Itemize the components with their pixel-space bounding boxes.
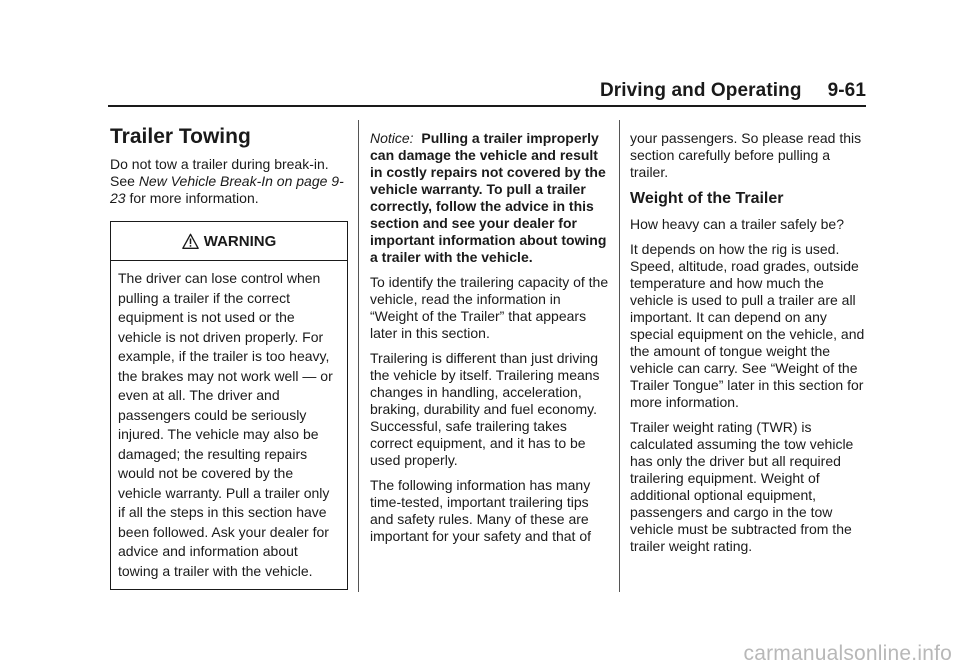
column-divider (358, 120, 359, 592)
page-header (600, 80, 866, 102)
watermark: carmanualsonline.info (743, 642, 952, 665)
paragraph: your passengers. So please read this section carefully before pulling a trailer. (630, 130, 862, 180)
paragraph: The following information has many time-tested, important trailering tips and safety rules. Many of these are important for your safety and that of (370, 477, 592, 544)
section-title: Trailer Towing (110, 125, 251, 148)
paragraph: To identify the trailering capacity of the vehicle, read the information in “Weight of the Trailer” that appears later in this section. (370, 274, 609, 341)
paragraph: Trailer weight rating (TWR) is calculated assuming the tow vehicle has only the driver but all required trailering equipment. Weight of additional optional equipment, passengers and cargo in the tow vehicle must be subtracted from the trailer weight rating. (630, 419, 854, 554)
page-number: 9-61 (827, 80, 866, 101)
header-rule (108, 105, 866, 107)
column-3 (630, 130, 870, 563)
warning-text: The driver can lose control when pulling a trailer if the correct equipment is not used or the vehicle is not driven properly. For example, if the trailer is too heavy, the brakes may not work well — or even at all. The driver and passengers could be seriously injured. The vehicle may also be damaged; the resulting repairs would not be covered by the vehicle warranty. Pull a trailer only if all the steps in this section have been followed. Ask your dealer for advice and information about towing a trailer with the vehicle. (118, 270, 333, 579)
warning-label: WARNING (203, 232, 277, 250)
paragraph: Trailering is different than just driving the vehicle by itself. Trailering means changes in handling, acceleration, braking, durability and fuel economy. Successful, safe trailering takes correct equipment, and it has to be used properly. (370, 350, 600, 468)
header-section-title: Driving and Operating (599, 80, 802, 101)
subsection-title: Weight of the Trailer (630, 190, 784, 207)
column-divider (619, 120, 620, 592)
cross-reference-link[interactable]: New Vehicle Break-In on page 9-23 (110, 173, 344, 206)
notice-label: Notice: (370, 130, 414, 146)
notice-text: Pulling a trailer improperly can damage the vehicle and result in costly repairs not covered by the vehicle warranty. To pull a trailer correctly, follow the advice in this section and see your dealer for important information about towing a trailer with the vehicle. (370, 130, 607, 265)
notice-paragraph (370, 130, 610, 266)
column-1 (110, 122, 348, 590)
warning-box (110, 221, 348, 590)
warning-header (111, 222, 347, 261)
column-2 (370, 130, 610, 553)
paragraph: How heavy can a trailer safely be? (630, 216, 844, 232)
intro-paragraph: Do not tow a trailer during break-in. See New Vehicle Break-In on page 9-23 for more information. (110, 156, 344, 206)
paragraph: It depends on how the rig is used. Speed, altitude, road grades, outside temperature and how much the vehicle is used to pull a trailer are all important. It can depend on any special equipment on the vehicle, and the amount of tongue weight the vehicle can carry. See “Weight of the Trailer Tongue” later in this section for more information. (630, 241, 865, 410)
warning-triangle-icon (182, 233, 199, 250)
